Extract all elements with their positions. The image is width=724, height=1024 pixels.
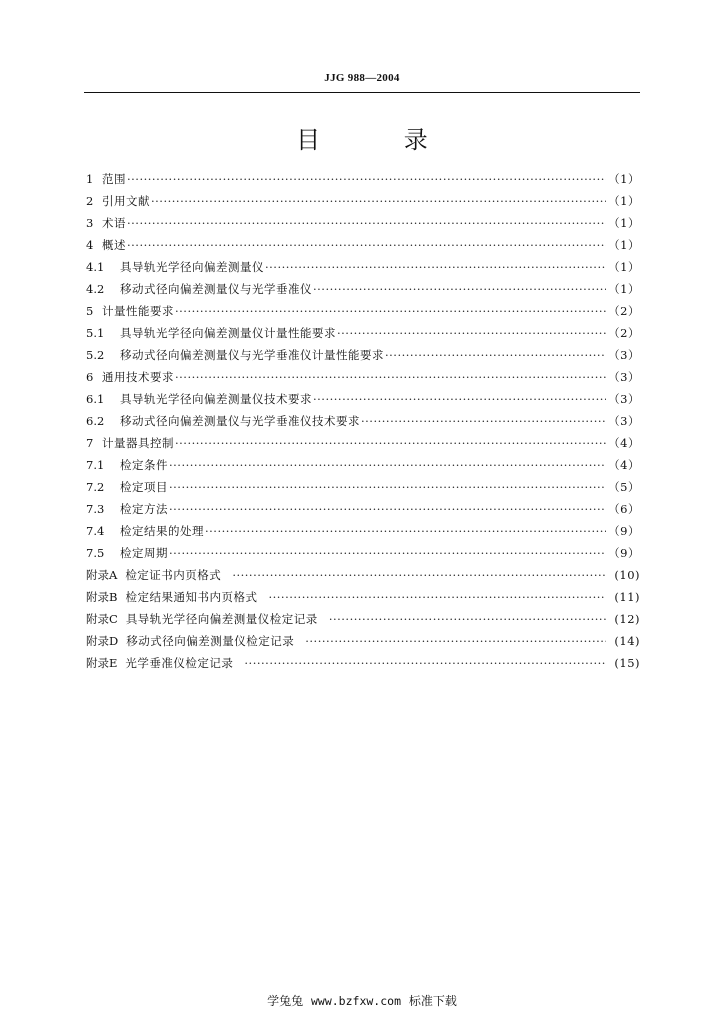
toc-dot-leader — [169, 542, 606, 564]
toc-dot-leader — [169, 476, 606, 498]
toc-entry-page: （5） — [608, 480, 640, 494]
toc-entry-number: 4.2 — [86, 282, 105, 296]
toc-dot-leader — [175, 366, 606, 388]
toc-entry-page: （3） — [608, 370, 640, 384]
toc-dot-leader — [175, 300, 606, 322]
toc-entry-title: 检定结果的处理 — [120, 524, 204, 538]
toc-entry-number: 6.1 — [86, 392, 105, 406]
toc-entry-title: 具导轨光学径向偏差测量仪技术要求 — [120, 392, 312, 406]
table-of-contents — [86, 168, 640, 674]
toc-entry[interactable] — [86, 432, 640, 454]
toc-entry-page: （1） — [608, 260, 640, 274]
toc-entry-number: 附录C — [86, 612, 118, 626]
toc-entry-title: 范围 — [102, 172, 126, 186]
toc-entry-number: 7.4 — [86, 524, 105, 538]
toc-dot-leader — [232, 564, 606, 586]
toc-dot-leader — [244, 652, 606, 674]
toc-entry-title: 具导轨光学径向偏差测量仪检定记录 — [125, 612, 318, 626]
toc-entry-title: 移动式径向偏差测量仪与光学垂准仪技术要求 — [120, 414, 360, 428]
toc-entry-number: 5 — [86, 304, 94, 318]
toc-entry[interactable] — [86, 190, 640, 212]
toc-entry[interactable] — [86, 344, 640, 366]
toc-entry-page: （6） — [608, 502, 640, 516]
toc-entry-page: (12) — [614, 612, 640, 626]
toc-dot-leader — [265, 256, 606, 278]
toc-entry[interactable] — [86, 608, 640, 630]
toc-entry[interactable] — [86, 212, 640, 234]
toc-entry-number: 4 — [86, 238, 94, 252]
toc-entry-page: （9） — [608, 524, 640, 538]
toc-entry-title: 移动式径向偏差测量仪与光学垂准仪计量性能要求 — [120, 348, 384, 362]
toc-entry-page: (11) — [614, 590, 640, 604]
toc-entry-title: 计量器具控制 — [102, 436, 174, 450]
toc-entry-page: (10) — [614, 568, 640, 582]
toc-dot-leader — [205, 520, 606, 542]
toc-entry[interactable] — [86, 476, 640, 498]
toc-entry-page: (15) — [614, 656, 640, 670]
toc-dot-leader — [127, 212, 606, 234]
toc-entry[interactable] — [86, 498, 640, 520]
toc-entry[interactable] — [86, 630, 640, 652]
toc-dot-leader — [337, 322, 606, 344]
toc-entry-title: 检定结果通知书内页格式 — [125, 590, 258, 604]
toc-entry[interactable] — [86, 542, 640, 564]
toc-entry-number: 5.1 — [86, 326, 105, 340]
toc-dot-leader — [305, 630, 606, 652]
toc-dot-leader — [169, 498, 606, 520]
toc-entry-title: 计量性能要求 — [102, 304, 174, 318]
toc-entry-number: 7 — [86, 436, 94, 450]
toc-entry-page: (14) — [614, 634, 640, 648]
toc-entry-page: （1） — [608, 172, 640, 186]
toc-dot-leader — [313, 278, 606, 300]
toc-entry-title: 概述 — [102, 238, 126, 252]
toc-entry-title: 检定周期 — [120, 546, 168, 560]
footer — [0, 992, 724, 1009]
toc-dot-leader — [151, 190, 606, 212]
toc-entry-number: 附录B — [86, 590, 118, 604]
toc-entry-page: （3） — [608, 392, 640, 406]
toc-entry[interactable] — [86, 256, 640, 278]
toc-entry-number: 7.2 — [86, 480, 105, 494]
toc-entry-page: （2） — [608, 326, 640, 340]
toc-entry-page: （2） — [608, 304, 640, 318]
toc-dot-leader — [127, 168, 606, 190]
toc-dot-leader — [329, 608, 606, 630]
toc-entry-title: 检定项目 — [120, 480, 168, 494]
footer-url-link[interactable]: www.bzfxw.com — [310, 994, 401, 1008]
toc-entry-title: 检定方法 — [120, 502, 168, 516]
header-rule — [84, 92, 640, 93]
toc-entry[interactable] — [86, 278, 640, 300]
toc-entry-page: （3） — [608, 348, 640, 362]
toc-dot-leader — [385, 344, 606, 366]
toc-entry-title: 引用文献 — [102, 194, 150, 208]
toc-entry-number: 2 — [86, 194, 94, 208]
toc-entry-title: 术语 — [102, 216, 126, 230]
toc-entry[interactable] — [86, 410, 640, 432]
toc-entry-title: 检定证书内页格式 — [125, 568, 222, 582]
toc-entry[interactable] — [86, 300, 640, 322]
toc-dot-leader — [361, 410, 606, 432]
toc-entry-number: 6.2 — [86, 414, 105, 428]
toc-dot-leader — [313, 388, 606, 410]
toc-entry-number: 7.1 — [86, 458, 105, 472]
toc-entry-page: （4） — [608, 436, 640, 450]
toc-entry-number: 1 — [86, 172, 94, 186]
toc-entry[interactable] — [86, 366, 640, 388]
toc-entry-number: 附录E — [86, 656, 118, 670]
footer-tagline: 标准下载 — [408, 994, 457, 1008]
toc-entry-title: 通用技术要求 — [102, 370, 174, 384]
toc-entry-number: 4.1 — [86, 260, 105, 274]
toc-entry[interactable] — [86, 652, 640, 674]
toc-entry[interactable] — [86, 564, 640, 586]
toc-entry-number: 5.2 — [86, 348, 105, 362]
toc-entry[interactable] — [86, 388, 640, 410]
toc-entry-page: （1） — [608, 194, 640, 208]
toc-dot-leader — [175, 432, 606, 454]
toc-entry-page: （9） — [608, 546, 640, 560]
toc-dot-leader — [268, 586, 606, 608]
toc-entry-title: 光学垂准仪检定记录 — [125, 656, 234, 670]
toc-entry-number: 附录D — [86, 634, 119, 648]
standard-code-header: JJG 988—2004 — [324, 72, 400, 84]
toc-entry-number: 7.5 — [86, 546, 105, 560]
toc-entry-title: 具导轨光学径向偏差测量仪计量性能要求 — [120, 326, 336, 340]
toc-entry-title: 检定条件 — [120, 458, 168, 472]
toc-entry[interactable] — [86, 454, 640, 476]
toc-entry-page: （1） — [608, 282, 640, 296]
toc-dot-leader — [169, 454, 606, 476]
toc-dot-leader — [127, 234, 606, 256]
toc-entry[interactable] — [86, 234, 640, 256]
toc-entry-number: 7.3 — [86, 502, 105, 516]
toc-entry-title: 移动式径向偏差测量仪检定记录 — [126, 634, 295, 648]
toc-entry-title: 移动式径向偏差测量仪与光学垂准仪 — [120, 282, 312, 296]
toc-entry-number: 6 — [86, 370, 94, 384]
toc-entry-number: 附录A — [86, 568, 118, 582]
toc-entry-page: （3） — [608, 414, 640, 428]
toc-entry-number: 3 — [86, 216, 94, 230]
toc-entry[interactable] — [86, 586, 640, 608]
footer-site-name: 学兔兔 — [267, 994, 304, 1008]
page-title: 目 录 — [296, 126, 466, 154]
toc-entry[interactable] — [86, 168, 640, 190]
toc-entry-page: （1） — [608, 216, 640, 230]
toc-entry-title: 具导轨光学径向偏差测量仪 — [120, 260, 264, 274]
toc-entry[interactable] — [86, 322, 640, 344]
toc-entry-page: （1） — [608, 238, 640, 252]
toc-entry-page: （4） — [608, 458, 640, 472]
toc-entry[interactable] — [86, 520, 640, 542]
